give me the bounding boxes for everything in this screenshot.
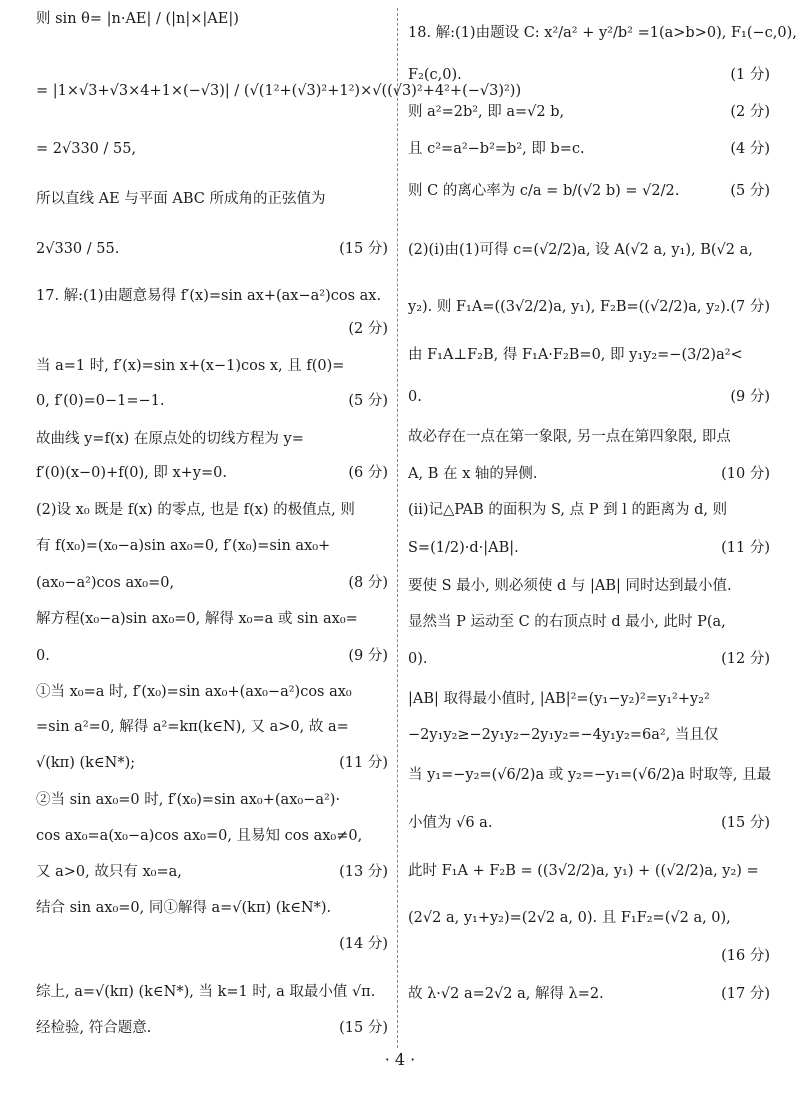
text-line — [408, 764, 770, 786]
text-line — [408, 648, 770, 670]
text-line — [36, 608, 388, 630]
score-label: (11 分) — [339, 755, 388, 771]
text-line — [36, 681, 388, 703]
text-line — [408, 296, 770, 318]
line-text: A, B 在 x 轴的异侧. — [408, 466, 538, 482]
text-line — [36, 462, 388, 484]
line-text: ②当 sin ax₀=0 时, f′(x₀)=sin ax₀+(ax₀−a²)· — [36, 792, 341, 808]
line-text: F₂(c,0). — [408, 67, 462, 83]
text-line — [408, 537, 770, 559]
line-text: =sin a²=0, 解得 a²=kπ(k∈N), 又 a>0, 故 a= — [36, 719, 349, 735]
line-text: (2)(ⅰ)由(1)可得 c=(√2/2)a, 设 A(√2 a, y₁), B(√2 a, — [408, 242, 753, 258]
score-label: (10 分) — [721, 466, 770, 482]
line-text: (2√2 a, y₁+y₂)=(2√2 a, 0). 且 F₁F₂=(√2 a, 0), — [408, 910, 731, 926]
text-line — [36, 535, 388, 557]
line-text: 结合 sin ax₀=0, 同①解得 a=√(kπ) (k∈N*). — [36, 900, 332, 916]
line-text: ①当 x₀=a 时, f′(x₀)=sin ax₀+(ax₀−a²)cos ax₀ — [36, 684, 352, 700]
line-text: = 2√330 / 55, — [36, 141, 137, 157]
text-line — [36, 897, 388, 919]
line-text: 故 λ·√2 a=2√2 a, 解得 λ=2. — [408, 986, 604, 1002]
score-label: (11 分) — [721, 540, 770, 556]
score-label: (6 分) — [348, 465, 388, 481]
text-line — [36, 933, 388, 955]
line-text: (ⅱ)记△PAB 的面积为 S, 点 P 到 l 的距离为 d, 则 — [408, 502, 728, 518]
line-text: 所以直线 AE 与平面 ABC 所成角的正弦值为 — [36, 191, 326, 207]
line-text: 则 sin θ= |n·AE| / (|n|×|AE|) — [36, 11, 239, 27]
score-label: (5 分) — [730, 183, 770, 199]
score-label: (7 分) — [730, 299, 770, 315]
line-text: cos ax₀=a(x₀−a)cos ax₀=0, 且易知 cos ax₀≠0, — [36, 828, 363, 844]
page-number: · 4 · — [384, 1050, 416, 1069]
text-line — [408, 426, 770, 448]
score-label: (14 分) — [339, 936, 388, 952]
score-label: (15 分) — [721, 815, 770, 831]
score-label: (8 分) — [348, 575, 388, 591]
score-label: (13 分) — [339, 864, 388, 880]
score-label: (15 分) — [339, 1020, 388, 1036]
score-label: (12 分) — [721, 651, 770, 667]
text-line — [408, 724, 770, 746]
text-line — [36, 789, 388, 811]
text-line — [36, 716, 388, 738]
score-label: (2 分) — [730, 104, 770, 120]
text-line — [36, 390, 388, 412]
line-text: 综上, a=√(kπ) (k∈N*), 当 k=1 时, a 取最小值 √π. — [36, 984, 376, 1000]
line-text: 此时 F₁A + F₂B = ((3√2/2)a, y₁) + ((√2/2)a, y₂) = — [408, 863, 759, 879]
line-text: 则 a²=2b², 即 a=√2 b, — [408, 104, 565, 120]
text-line — [36, 318, 388, 340]
line-text: √(kπ) (k∈N*); — [36, 755, 136, 771]
text-line — [408, 611, 770, 633]
text-line — [36, 8, 388, 30]
line-text: 经检验, 符合题意. — [36, 1020, 152, 1036]
line-text: f′(0)(x−0)+f(0), 即 x+y=0. — [36, 465, 227, 481]
line-text: 又 a>0, 故只有 x₀=a, — [36, 864, 182, 880]
text-line — [408, 812, 770, 834]
text-line — [36, 981, 388, 1003]
text-line — [36, 428, 388, 450]
score-label: (2 分) — [348, 321, 388, 337]
line-text: 显然当 P 运动至 C 的右顶点时 d 最小, 此时 P(a, — [408, 614, 726, 630]
text-line — [36, 572, 388, 594]
line-text: 0. — [36, 648, 50, 664]
line-text: (ax₀−a²)cos ax₀=0, — [36, 575, 175, 591]
line-text: = |1×√3+√3×4+1×(−√3)| / (√(1²+(√3)²+1²)×√((√3)²+4²+(−√3)²)) — [36, 83, 522, 99]
line-text: 且 c²=a²−b²=b², 即 b=c. — [408, 141, 585, 157]
text-line — [36, 645, 388, 667]
score-label: (16 分) — [721, 948, 770, 964]
line-text: 故必存在一点在第一象限, 另一点在第四象限, 即点 — [408, 429, 731, 445]
line-text: |AB| 取得最小值时, |AB|²=(y₁−y₂)²=y₁²+y₂² — [408, 691, 710, 707]
line-text: 故曲线 y=f(x) 在原点处的切线方程为 y= — [36, 431, 304, 447]
line-text: 当 a=1 时, f′(x)=sin x+(x−1)cos x, 且 f(0)= — [36, 358, 345, 374]
text-line — [408, 688, 770, 710]
line-text: 则 C 的离心率为 c/a = b/(√2 b) = √2/2. — [408, 183, 680, 199]
score-label: (9 分) — [730, 389, 770, 405]
text-line — [36, 188, 388, 210]
line-text: 小值为 √6 a. — [408, 815, 493, 831]
line-text: −2y₁y₂≥−2y₁y₂−2y₁y₂=−4y₁y₂=6a², 当且仅 — [408, 727, 719, 743]
column-divider — [397, 8, 398, 1048]
line-text: 2√330 / 55. — [36, 241, 120, 257]
line-text: (2)设 x₀ 既是 f(x) 的零点, 也是 f(x) 的极值点, 则 — [36, 502, 355, 518]
line-text: y₂). 则 F₁A=((3√2/2)a, y₁), F₂B=((√2/2)a, y₂). — [408, 299, 731, 315]
score-label: (5 分) — [348, 393, 388, 409]
text-line — [408, 945, 770, 967]
score-label: (9 分) — [348, 648, 388, 664]
text-line — [408, 64, 770, 86]
score-label: (4 分) — [730, 141, 770, 157]
text-line — [36, 861, 388, 883]
text-line — [408, 463, 770, 485]
text-line — [36, 1017, 388, 1039]
text-line — [408, 22, 797, 44]
line-text: 当 y₁=−y₂=(√6/2)a 或 y₂=−y₁=(√6/2)a 时取等, 且最 — [408, 767, 772, 783]
text-line — [36, 355, 388, 377]
text-line — [408, 138, 770, 160]
text-line — [36, 285, 388, 307]
line-text: 0). — [408, 651, 428, 667]
text-line — [408, 239, 770, 261]
line-text: 由 F₁A⊥F₂B, 得 F₁A·F₂B=0, 即 y₁y₂=−(3/2)a²< — [408, 347, 743, 363]
text-line — [36, 825, 388, 847]
text-line — [408, 499, 770, 521]
line-text: 解方程(x₀−a)sin ax₀=0, 解得 x₀=a 或 sin ax₀= — [36, 611, 358, 627]
line-text: 0, f′(0)=0−1=−1. — [36, 393, 165, 409]
text-line — [36, 752, 388, 774]
score-label: (15 分) — [339, 241, 388, 257]
text-line — [408, 386, 770, 408]
text-line — [408, 344, 770, 366]
text-line — [36, 138, 388, 160]
line-text: 有 f(x₀)=(x₀−a)sin ax₀=0, f′(x₀)=sin ax₀+ — [36, 538, 331, 554]
text-line — [408, 907, 770, 929]
text-line — [408, 180, 770, 202]
line-text: 要使 S 最小, 则必须使 d 与 |AB| 同时达到最小值. — [408, 578, 732, 594]
line-text: 18. 解:(1)由题设 C: x²/a² + y²/b² =1(a>b>0), F₁(−c,0), — [408, 25, 797, 41]
line-text: 17. 解:(1)由题意易得 f′(x)=sin ax+(ax−a²)cos ax. — [36, 288, 382, 304]
text-line — [36, 499, 388, 521]
text-line — [408, 575, 770, 597]
text-line — [408, 983, 770, 1005]
line-text: S=(1/2)·d·|AB|. — [408, 540, 519, 556]
text-line — [408, 101, 770, 123]
score-label: (17 分) — [721, 986, 770, 1002]
score-label: (1 分) — [730, 67, 770, 83]
line-text: 0. — [408, 389, 422, 405]
text-line — [36, 238, 388, 260]
text-line — [36, 80, 522, 102]
text-line — [408, 860, 770, 882]
